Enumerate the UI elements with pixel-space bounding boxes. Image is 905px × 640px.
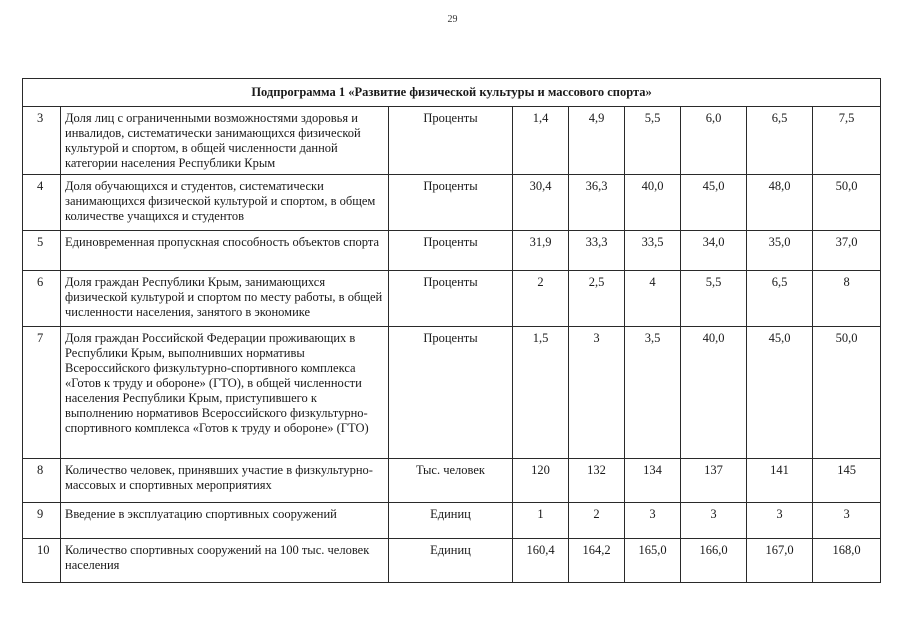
indicator-name: Количество спортивных сооружений на 100 тыс. человек населения [61,539,389,583]
subprogram-title: Подпрограмма 1 «Развитие физической культуры и массового спорта» [23,79,881,107]
value-cell: 4 [625,271,681,327]
value-cell: 134 [625,459,681,503]
unit-of-measure: Проценты [389,107,513,175]
value-cell: 1,5 [513,327,569,459]
value-cell: 40,0 [625,175,681,231]
value-cell: 160,4 [513,539,569,583]
table-row [23,539,881,583]
value-cell: 3 [813,503,881,539]
table-row [23,231,881,271]
unit-of-measure: Проценты [389,271,513,327]
value-cell: 1 [513,503,569,539]
value-cell: 6,0 [681,107,747,175]
value-cell: 3,5 [625,327,681,459]
value-cell: 30,4 [513,175,569,231]
page-number: 29 [447,14,458,25]
value-cell: 6,5 [747,107,813,175]
value-cell: 3 [569,327,625,459]
value-cell: 33,3 [569,231,625,271]
value-cell: 37,0 [813,231,881,271]
row-number: 7 [23,327,61,459]
table-row [23,503,881,539]
row-number: 8 [23,459,61,503]
table-row [23,327,881,459]
unit-of-measure: Проценты [389,175,513,231]
subprogram-header-row [23,79,881,107]
value-cell: 34,0 [681,231,747,271]
value-cell: 2,5 [569,271,625,327]
value-cell: 50,0 [813,327,881,459]
value-cell: 167,0 [747,539,813,583]
value-cell: 50,0 [813,175,881,231]
row-number: 6 [23,271,61,327]
row-number: 4 [23,175,61,231]
value-cell: 45,0 [747,327,813,459]
value-cell: 31,9 [513,231,569,271]
unit-of-measure: Тыс. человек [389,459,513,503]
value-cell: 120 [513,459,569,503]
value-cell: 40,0 [681,327,747,459]
table-row [23,107,881,175]
value-cell: 5,5 [681,271,747,327]
indicator-name: Единовременная пропускная способность объектов спорта [61,231,389,271]
value-cell: 141 [747,459,813,503]
indicator-name: Доля лиц с ограниченными возможностями здоровья и инвалидов, систематически занимающихся физической культурой и спортом, в общей численности данной категории населения Республики Крым [61,107,389,175]
value-cell: 5,5 [625,107,681,175]
value-cell: 132 [569,459,625,503]
value-cell: 33,5 [625,231,681,271]
unit-of-measure: Единиц [389,539,513,583]
value-cell: 3 [747,503,813,539]
value-cell: 165,0 [625,539,681,583]
value-cell: 1,4 [513,107,569,175]
value-cell: 48,0 [747,175,813,231]
table-row [23,175,881,231]
value-cell: 168,0 [813,539,881,583]
value-cell: 137 [681,459,747,503]
unit-of-measure: Проценты [389,231,513,271]
value-cell: 3 [625,503,681,539]
value-cell: 8 [813,271,881,327]
row-number: 5 [23,231,61,271]
row-number: 10 [23,539,61,583]
value-cell: 166,0 [681,539,747,583]
indicator-name: Введение в эксплуатацию спортивных сооружений [61,503,389,539]
unit-of-measure: Проценты [389,327,513,459]
value-cell: 2 [513,271,569,327]
value-cell: 3 [681,503,747,539]
value-cell: 145 [813,459,881,503]
unit-of-measure: Единиц [389,503,513,539]
value-cell: 164,2 [569,539,625,583]
indicators-table [22,78,881,583]
value-cell: 2 [569,503,625,539]
value-cell: 36,3 [569,175,625,231]
indicator-name: Доля граждан Российской Федерации проживающих в Республики Крым, выполнивших нормативы Всероссийского физкультурно-спортивного комплекса «Готов к труду и обороне» (ГТО), в общей численности населения Республики Крым, приступившего к выполнению нормативов Всероссийского физкультурно-спортивного комплекса «Готов к труду и обороне» (ГТО) [61,327,389,459]
table-row [23,271,881,327]
indicator-name: Доля граждан Республики Крым, занимающихся физической культурой и спортом по месту работы, в общей численности населения, занятого в экономике [61,271,389,327]
value-cell: 35,0 [747,231,813,271]
row-number: 3 [23,107,61,175]
value-cell: 7,5 [813,107,881,175]
table-row [23,459,881,503]
value-cell: 4,9 [569,107,625,175]
row-number: 9 [23,503,61,539]
indicator-name: Доля обучающихся и студентов, систематически занимающихся физической культурой и спортом, в общем количестве учащихся и студентов [61,175,389,231]
value-cell: 6,5 [747,271,813,327]
indicator-name: Количество человек, принявших участие в физкультурно-массовых и спортивных мероприятиях [61,459,389,503]
value-cell: 45,0 [681,175,747,231]
